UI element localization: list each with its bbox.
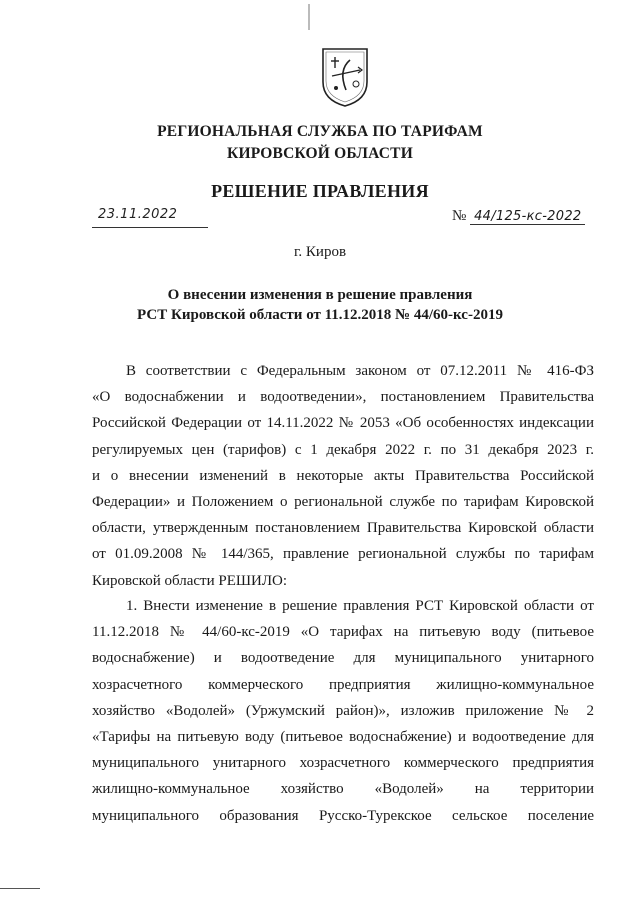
body-line: Федерации» и Положением о региональной службе по тарифам Кировской	[92, 494, 594, 511]
footnote-separator	[0, 888, 40, 889]
body-line: муниципального образования Русско-Турекское сельское поселение	[92, 807, 594, 824]
document-type-title: РЕШЕНИЕ ПРАВЛЕНИЯ	[211, 181, 429, 201]
organization-name-line1: РЕГИОНАЛЬНАЯ СЛУЖБА ПО ТАРИФАМ	[157, 123, 483, 140]
coat-of-arms-icon	[320, 46, 370, 108]
city: г. Киров	[293, 244, 347, 260]
body-line: области, утвержденным постановлением Правительства Кировской области	[92, 520, 594, 537]
decision-number-block	[452, 208, 585, 225]
body-line: муниципального унитарного хозрасчетного коммерческого предприятия	[92, 755, 594, 772]
decision-date: 23.11.2022	[92, 207, 208, 228]
body-line: Российской Федерации от 14.11.2022 № 2053 «Об особенностях индексации	[92, 415, 594, 432]
body-line: 1. Внести изменение в решение правления РСТ Кировской области от	[126, 598, 594, 614]
body-line: водоснабжение) и водоотведение для муниципального унитарного	[92, 650, 594, 667]
body-line: «О водоснабжении и водоотведении», постановлением Правительства	[92, 389, 594, 406]
body-paragraph-2	[92, 593, 594, 829]
body-line: от 01.09.2008 № 144/365, правление региональной службы по тарифам	[92, 546, 594, 563]
organization-name-line2: КИРОВСКОЙ ОБЛАСТИ	[227, 145, 413, 162]
body-line: хозяйство «Водолей» (Уржумский район)», изложив приложение № 2	[92, 702, 594, 719]
body-line: В соответствии с Федеральным законом от 07.12.2011 № 416-ФЗ	[126, 363, 594, 379]
body-line: и о внесении изменений в некоторые акты Правительства Российской	[92, 467, 594, 484]
body-line: регулируемых цен (тарифов) с 1 декабря 2022 г. по 31 декабря 2023 г.	[92, 441, 594, 458]
body-line: «Тарифы на питьевую воду (питьевое водоснабжение) и водоотведение для	[92, 729, 594, 746]
decision-number: 44/125-кс-2022	[470, 209, 585, 225]
number-sign: №	[452, 208, 467, 224]
body-line: жилищно-коммунальное хозяйство «Водолей» на территории	[92, 781, 594, 798]
body-paragraph-1	[92, 358, 594, 594]
body-line: 11.12.2018 № 44/60-кс-2019 «О тарифах на питьевую воду (питьевое	[92, 624, 594, 641]
subject-line1: О внесении изменения в решение правления	[167, 287, 473, 303]
subject-line2: РСТ Кировской области от 11.12.2018 № 44/60-кс-2019	[137, 307, 503, 323]
body-line: хозрасчетного коммерческого предприятия жилищно-коммунальное	[92, 676, 594, 693]
body-line: Кировской области РЕШИЛО:	[92, 572, 288, 589]
scan-artifact	[308, 4, 310, 30]
